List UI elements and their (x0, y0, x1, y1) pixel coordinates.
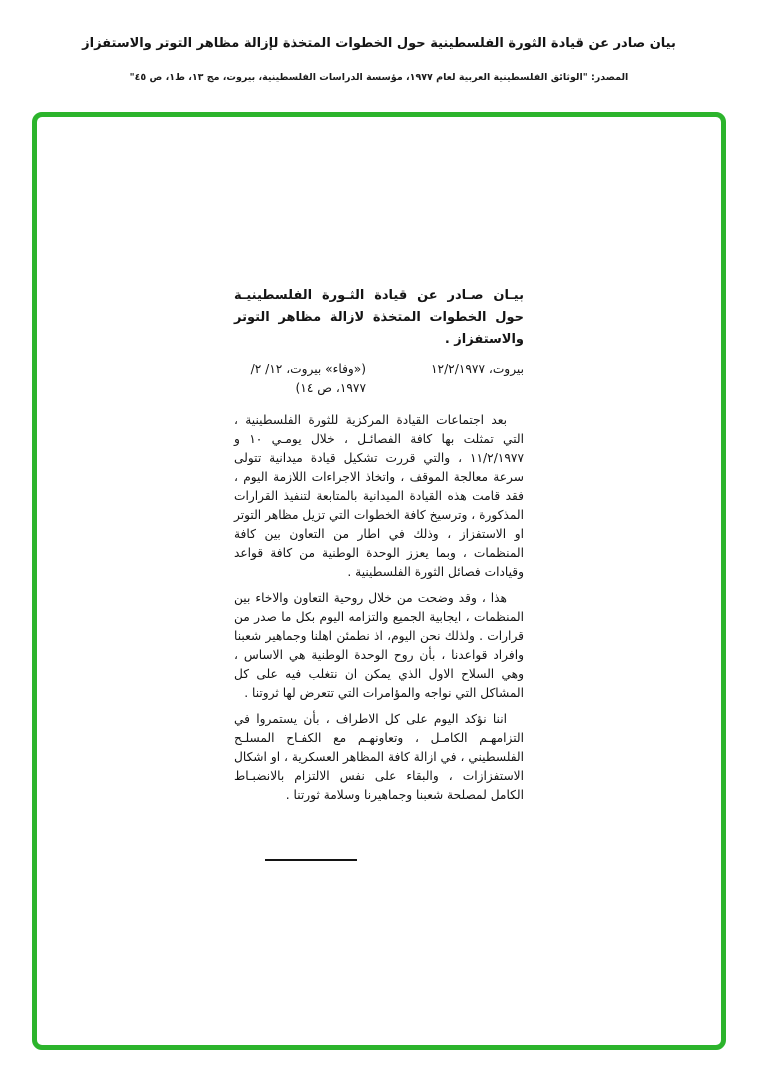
statement-paragraph-3: اننا نؤكد اليوم على كل الاطراف ، بأن يستمروا في التزامهـم الكامـل ، وتعاونهـم مع الكفـاح المسلـح الفلسطيني ، في ازالة كافة المظاهر العسكرية ، او اشكال الاستفزازات ، والبقاء على نفس الالتزام بالانضبـاط الكامل لمصلحة شعبنا وجماهيرنا وسلامة ثورتنا . (234, 712, 524, 802)
statement-paragraph-2: هذا ، وقد وضحت من خلال روحية التعاون والاخاء بين المنظمات ، ايجابية الجميع والتزامه اليوم بكل ما صدر من قرارات . ولذلك نحن اليوم، اذ نطمئن اهلنا وجماهير شعبنا وافراد قواعدنا ، بأن روح الوحدة الوطنية هي الاساس ، وهي السلاح الاول الذي يمكن ان نتغلب فيه على كل المشاكل التي نواجه والمؤامرات التي تتعرض لها ثروتنا . (234, 591, 524, 700)
document-header (0, 0, 758, 83)
statement-paragraph-1: بعد اجتماعات القيادة المركزية للثورة الفلسطينية ، التي تمثلت بها كافة الفصائـل ، خلال يومـي ١٠ و ١١/٢/١٩٧٧ ، والتي قررت تشكيل قيادة ميدانية تتولى سرعة معالجة الموقف ، واتخاذ الاجراءات اللازمة اليوم ، فقد قامت هذه القيادة الميدانية بالمتابعة لتنفيذ القرارات المذكورة ، وترسيخ كافة الخطوات التي تزيل مظاهر التوتر او الاستفزاز ، وذلك في اطار من التعاون بين كافة المنظمات ، وبما يعزز الوحدة الوطنية من كافة قواعد وقيادات فصائل الثورة الفلسطينية . (234, 413, 524, 579)
document-header-title: بيان صادر عن قيادة الثورة الفلسطينية حول الخطوات المتخذة لإزالة مظاهر التوتر والاستفزاز (82, 36, 676, 51)
dateline-place-date: بيروت، ١٢/٢/١٩٧٧ (430, 362, 524, 376)
dateline (234, 360, 524, 398)
document-header-source: المصدر: "الوثائق الفلسطينية العربية لعام ١٩٧٧، مؤسسة الدراسات الفلسطينية، بيروت، مج ١٣، ط١، ص ٤٥" (129, 72, 629, 83)
statement-title: بيـان صـادر عن قيادة الثـورة الفلسطينيـة حول الخطوات المتخذة لازالة مظاهر التوتر والاستفزاز . (234, 288, 524, 347)
green-document-frame (32, 112, 726, 1050)
dateline-publication-source: («وفاء» بيروت، ١٢/ ٢/ ١٩٧٧، ص ١٤) (250, 362, 366, 395)
document-text-column (234, 285, 524, 861)
end-rule-divider (265, 859, 357, 861)
